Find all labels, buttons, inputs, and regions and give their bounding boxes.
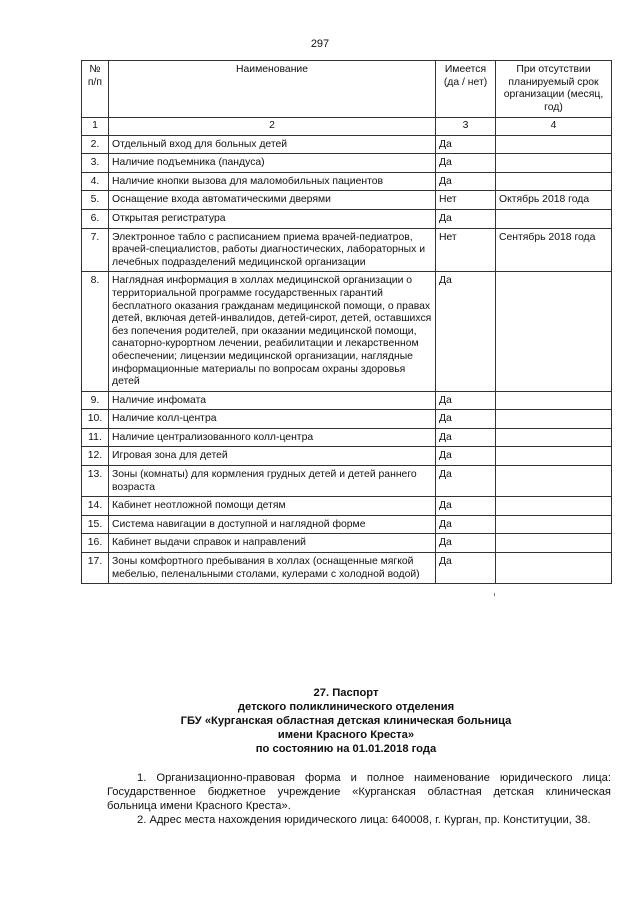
row-name: Система навигации в доступной и наглядной форме (109, 515, 436, 534)
row-name: Наличие колл-центра (109, 410, 436, 429)
row-available: Да (436, 553, 496, 584)
table-row (82, 428, 612, 447)
passport-title: 27. Паспорт (313, 687, 379, 699)
row-num: 17. (82, 553, 109, 584)
table-row (82, 447, 612, 466)
table-header-row (82, 61, 612, 118)
row-available: Да (436, 466, 496, 497)
row-available: Да (436, 209, 496, 228)
row-name: Кабинет неотложной помощи детям (109, 497, 436, 516)
header-num: № п/п (82, 61, 109, 118)
row-name: Наличие централизованного колл-центра (109, 428, 436, 447)
facilities-table (81, 60, 612, 584)
paragraph-address: 2. Адрес места нахождения юридического лица: 640008, г. Курган, пр. Конституции, 38. (137, 814, 591, 826)
row-planned: Сентябрь 2018 года (496, 228, 612, 272)
row-available: Да (436, 447, 496, 466)
row-name: Игровая зона для детей (109, 447, 436, 466)
row-available: Да (436, 515, 496, 534)
index-cell: 3 (436, 118, 496, 136)
row-num: 11. (82, 428, 109, 447)
row-planned (496, 447, 612, 466)
row-num: 10. (82, 410, 109, 429)
table-row (82, 391, 612, 410)
row-planned (496, 534, 612, 553)
row-name: Наличие инфомата (109, 391, 436, 410)
row-num: 14. (82, 497, 109, 516)
row-planned (496, 209, 612, 228)
row-available: Да (436, 154, 496, 173)
table-row (82, 154, 612, 173)
row-name: Отдельный вход для больных детей (109, 135, 436, 154)
row-available: Да (436, 410, 496, 429)
row-name: Оснащение входа автоматическими дверями (109, 191, 436, 210)
passport-organization: ГБУ «Курганская областная детская клиническая больница (180, 715, 512, 727)
passport-subtitle: детского поликлинического отделения (237, 701, 455, 713)
row-num: 3. (82, 154, 109, 173)
table-row (82, 515, 612, 534)
header-name: Наименование (109, 61, 436, 118)
row-name: Кабинет выдачи справок и направлений (109, 534, 436, 553)
table-row (82, 135, 612, 154)
column-index-row (82, 118, 612, 136)
index-cell: 1 (82, 118, 109, 136)
stray-mark (494, 593, 495, 596)
page-number: 297 (310, 38, 330, 50)
row-name: Наглядная информация в холлах медицинской организации о территориальной программе государственных гарантий бесплатного оказания гражданам медицинской помощи, о правах детей, включая детей-инвалидов, детей-сирот, детей, оставшихся без попечения родителей, при оказании медицинской помощи, санаторно-курортном лечении, реабилитации и лекарственном обеспечении; лицензии медицинской организации, наглядные информационные материалы по вопросам охраны здоровья детей (109, 272, 436, 391)
row-num: 4. (82, 172, 109, 191)
index-cell: 4 (496, 118, 612, 136)
row-available: Да (436, 391, 496, 410)
row-name: Зоны (комнаты) для кормления грудных детей и детей раннего возраста (109, 466, 436, 497)
table-row (82, 228, 612, 272)
table-row (82, 272, 612, 391)
row-num: 9. (82, 391, 109, 410)
table-row (82, 466, 612, 497)
row-name: Наличие подъемника (пандуса) (109, 154, 436, 173)
row-planned (496, 553, 612, 584)
passport-organization-cont: имени Красного Креста» (277, 729, 415, 741)
passport-date: по состоянию на 01.01.2018 года (255, 743, 437, 755)
row-available: Да (436, 172, 496, 191)
row-name: Зоны комфортного пребывания в холлах (оснащенные мягкой мебелью, пеленальными столами, кулерами с холодной водой) (109, 553, 436, 584)
table-row (82, 534, 612, 553)
header-planned: При отсутствии планируемый срок организации (месяц, год) (496, 61, 612, 118)
row-planned (496, 154, 612, 173)
row-available: Нет (436, 228, 496, 272)
row-name: Открытая регистратура (109, 209, 436, 228)
table-row (82, 172, 612, 191)
row-num: 6. (82, 209, 109, 228)
row-num: 15. (82, 515, 109, 534)
passport-heading (81, 686, 611, 756)
header-available: Имеется (да / нет) (436, 61, 496, 118)
row-name: Наличие кнопки вызова для маломобильных пациентов (109, 172, 436, 191)
row-planned (496, 391, 612, 410)
row-name: Электронное табло с расписанием приема врачей-педиатров, врачей-специалистов, работы диагностических, лабораторных и лечебных подразделений медицинской организации (109, 228, 436, 272)
row-planned (496, 172, 612, 191)
row-num: 8. (82, 272, 109, 391)
body-text (107, 771, 611, 827)
table-row (82, 553, 612, 584)
row-num: 7. (82, 228, 109, 272)
row-available: Да (436, 428, 496, 447)
row-planned (496, 428, 612, 447)
row-num: 2. (82, 135, 109, 154)
table-row (82, 191, 612, 210)
paragraph-legal-form: 1. Организационно-правовая форма и полное наименование юридического лица: Государственное бюджетное учреждение «Курганская областная детская клиническая больница имени Красного Креста». (107, 772, 611, 812)
row-planned: Октябрь 2018 года (496, 191, 612, 210)
table-row (82, 410, 612, 429)
row-available: Нет (436, 191, 496, 210)
row-num: 13. (82, 466, 109, 497)
row-planned (496, 497, 612, 516)
row-planned (496, 135, 612, 154)
row-planned (496, 410, 612, 429)
row-available: Да (436, 534, 496, 553)
row-planned (496, 466, 612, 497)
row-num: 12. (82, 447, 109, 466)
row-num: 16. (82, 534, 109, 553)
row-planned (496, 515, 612, 534)
row-available: Да (436, 135, 496, 154)
table-row (82, 209, 612, 228)
table-row (82, 497, 612, 516)
row-available: Да (436, 497, 496, 516)
index-cell: 2 (109, 118, 436, 136)
row-available: Да (436, 272, 496, 391)
row-planned (496, 272, 612, 391)
row-num: 5. (82, 191, 109, 210)
